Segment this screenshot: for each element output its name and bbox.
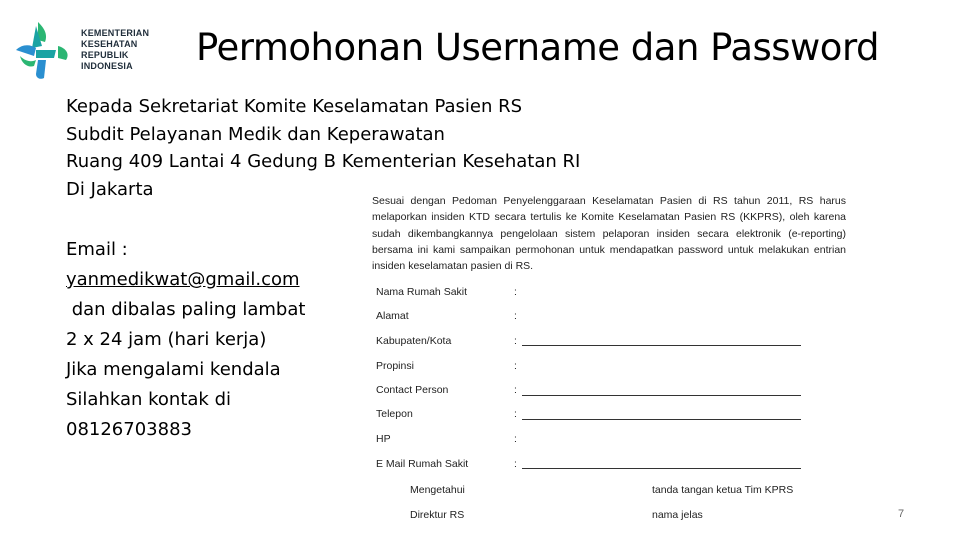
address-line: Ruang 409 Lantai 4 Gedung B Kementerian Kesehatan RI (66, 151, 581, 172)
field-hp (376, 433, 391, 445)
kemenkes-logo (14, 20, 154, 86)
signature-nama-jelas: nama jelas (652, 509, 703, 521)
page-number: 7 (898, 508, 905, 520)
field-colon: : (514, 310, 517, 322)
email-link[interactable]: yanmedikwat@gmail.com (66, 269, 300, 290)
logo-line: REPUBLIK (81, 50, 129, 60)
field-line (522, 395, 801, 396)
field-label: Kabupaten/Kota (376, 335, 452, 347)
field-kabupaten (376, 335, 451, 347)
field-telepon (376, 408, 413, 420)
signature-direktur: Direktur RS (410, 509, 465, 521)
logo-text (81, 28, 149, 72)
field-line (522, 468, 801, 469)
field-label: E Mail Rumah Sakit (376, 458, 469, 470)
request-form-image (372, 193, 846, 521)
field-propinsi (376, 360, 414, 372)
field-colon: : (514, 408, 517, 420)
field-label: Telepon (376, 408, 413, 420)
contact-phone: 08126703883 (66, 419, 192, 440)
field-alamat (376, 310, 409, 322)
address-line: Subdit Pelayanan Medik dan Keperawatan (66, 123, 445, 145)
field-colon: : (514, 458, 517, 470)
field-label: Nama Rumah Sakit (376, 286, 468, 298)
form-intro: Sesuai dengan Pedoman Penyelenggaraan Keselamatan Pasien di RS tahun 2011, RS harus melaporkan insiden KTD secara tertulis ke Komite Keselamatan Pasien RS (KKPRS), oleh karena sudah dikembangkannya pengelolaan sistem pelaporan insiden secara elektronik (e-reporting) bersama ini kami sampaikan permohonan untuk mendapatkan password untuk melakukan entrian insiden keselamatan pasien di RS. (372, 195, 846, 273)
signature-mengetahui: Mengetahui (410, 484, 465, 496)
contact-line: Jika mengalami kendala (66, 359, 281, 380)
logo-line: KESEHATAN (81, 39, 138, 49)
signature-ketua-label: tanda tangan ketua Tim KPRS (652, 484, 794, 496)
field-line (522, 419, 801, 420)
field-label: HP (376, 433, 391, 445)
field-label: Contact Person (376, 384, 449, 396)
field-nama-rs (376, 286, 467, 298)
field-label: Alamat (376, 310, 409, 322)
contact-line: 2 x 24 jam (hari kerja) (66, 329, 267, 350)
field-contact-person (376, 384, 448, 396)
contact-line: Silahkan kontak di (66, 389, 231, 410)
address-line: Di Jakarta (66, 178, 154, 200)
slide-title: Permohonan Username dan Password (196, 26, 879, 69)
logo-line: INDONESIA (81, 61, 133, 71)
contact-block (66, 235, 305, 445)
field-colon: : (514, 384, 517, 396)
field-email-rs (376, 458, 468, 470)
field-line (522, 345, 801, 346)
address-block (66, 93, 580, 203)
address-line: Kepada Sekretariat Komite Keselamatan Pasien RS (66, 96, 523, 117)
field-colon: : (514, 360, 517, 372)
field-colon: : (514, 286, 517, 298)
field-colon: : (514, 433, 517, 445)
field-label: Propinsi (376, 360, 414, 372)
contact-line: dan dibalas paling lambat (66, 299, 306, 320)
field-colon: : (514, 335, 517, 347)
kemenkes-emblem-icon (14, 20, 76, 86)
logo-line: KEMENTERIAN (81, 28, 150, 38)
email-label: Email : (66, 239, 128, 260)
